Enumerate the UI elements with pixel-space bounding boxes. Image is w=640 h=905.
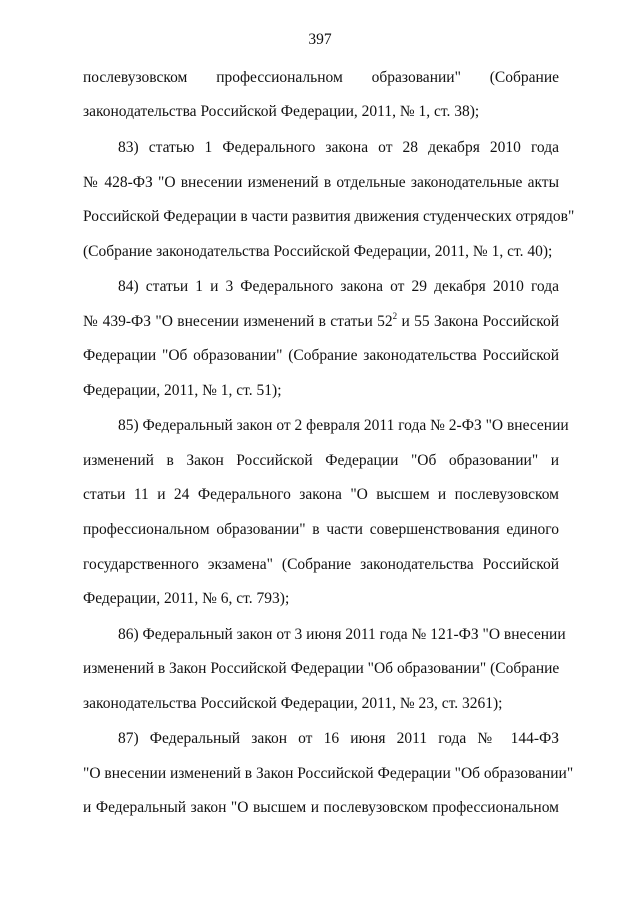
text-line: изменений в Закон Российской Федерации "Об образовании" (Собрание <box>83 660 560 677</box>
text-line: Российской Федерации в части развития движения студенческих отрядов" <box>83 208 575 225</box>
text-segment: № 439-ФЗ "О внесении изменений в статьи 52 <box>83 313 393 330</box>
text-line: Федерации, 2011, № 1, ст. 51); <box>83 382 282 399</box>
text-line: № 428-ФЗ "О внесении изменений в отдельные законодательные акты <box>83 174 559 191</box>
page-number: 397 <box>308 31 332 48</box>
text-line: профессиональном образовании" в части совершенствования единого <box>83 521 559 538</box>
text-line: законодательства Российской Федерации, 2011, № 23, ст. 3261); <box>83 695 503 712</box>
text-line: 86) Федеральный закон от 3 июня 2011 года № 121-ФЗ "О внесении <box>118 626 566 643</box>
text-line: статьи 11 и 24 Федерального закона "О высшем и послевузовском <box>83 486 559 503</box>
text-line: изменений в Закон Российской Федерации "Об образовании" и <box>83 452 559 469</box>
text-segment: и 55 Закона Российской <box>397 313 560 330</box>
text-line: Федерации, 2011, № 6, ст. 793); <box>83 590 290 607</box>
text-line: Федерации "Об образовании" (Собрание законодательства Российской <box>83 347 559 364</box>
text-line: и Федеральный закон "О высшем и послевузовском профессиональном <box>83 799 559 816</box>
text-line: законодательства Российской Федерации, 2011, № 1, ст. 38); <box>83 103 480 120</box>
superscript: 2 <box>392 310 398 321</box>
text-line-with-superscript <box>83 310 560 331</box>
text-line: 87) Федеральный закон от 16 июня 2011 года № 144-ФЗ <box>118 730 559 747</box>
text-line: государственного экзамена" (Собрание законодательства Российской <box>83 556 559 573</box>
text-line: 83) статью 1 Федерального закона от 28 декабря 2010 года <box>118 139 559 156</box>
text-line: "О внесении изменений в Закон Российской Федерации "Об образовании" <box>83 765 574 782</box>
text-line: 84) статьи 1 и 3 Федерального закона от 29 декабря 2010 года <box>118 278 559 295</box>
text-line: послевузовском профессиональном образовании" (Собрание <box>83 69 559 86</box>
text-line: (Собрание законодательства Российской Федерации, 2011, № 1, ст. 40); <box>83 243 553 260</box>
text-line: 85) Федеральный закон от 2 февраля 2011 года № 2-ФЗ "О внесении <box>118 417 569 434</box>
